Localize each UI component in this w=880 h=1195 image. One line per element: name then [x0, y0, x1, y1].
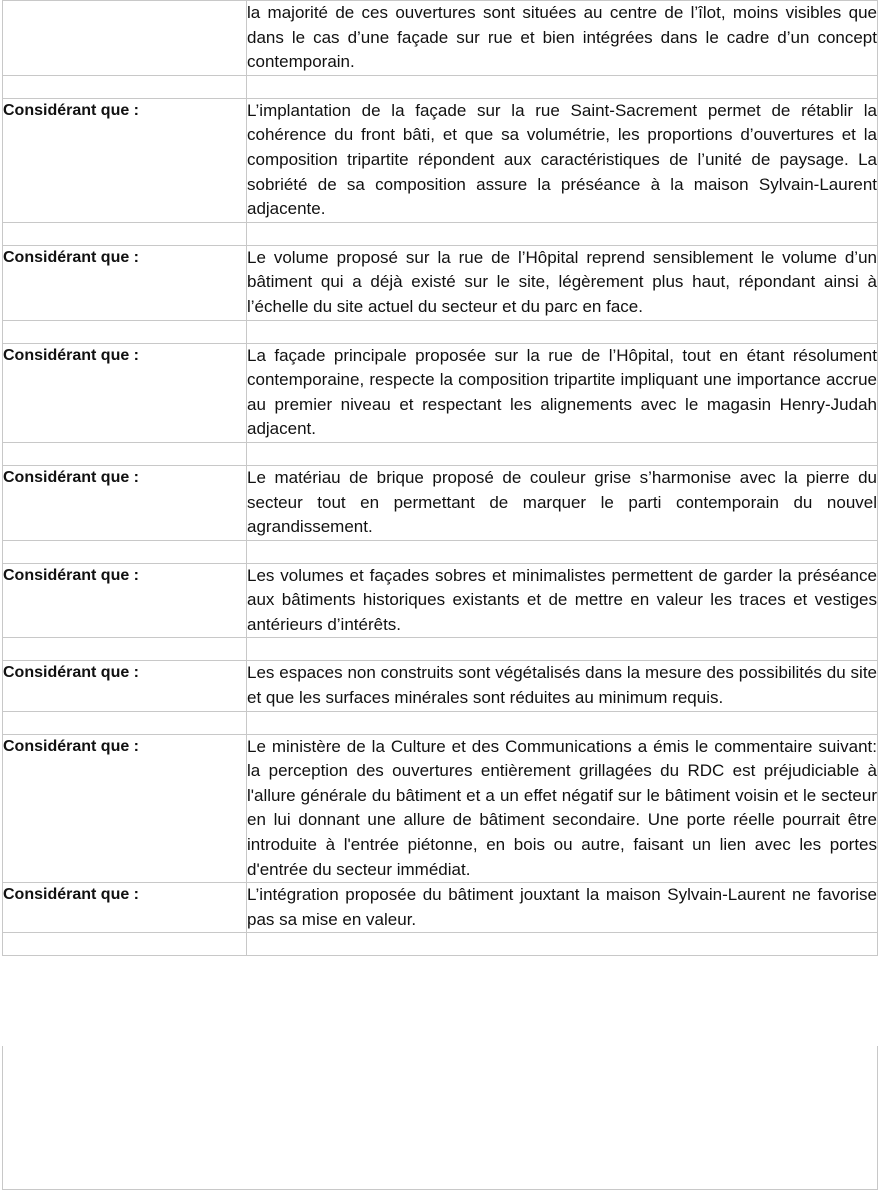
row-label — [3, 1, 247, 76]
row-text: La façade principale proposée sur la rue de l’Hôpital, tout en étant résolument contemporaine, respecte la composition tripartite impliquant une importance accrue au premier niveau et respectant les alignements avec le magasin Henry-Judah adjacent. — [247, 343, 878, 442]
considerations-table — [2, 0, 878, 956]
row-label: Considérant que : — [3, 883, 247, 933]
spacer-row — [3, 442, 878, 465]
table-row — [3, 343, 878, 442]
row-label: Considérant que : — [3, 98, 247, 222]
row-label: Considérant que : — [3, 343, 247, 442]
row-label: Considérant que : — [3, 734, 247, 883]
row-text: Le matériau de brique proposé de couleur grise s’harmonise avec la pierre du secteur tout en permettant de marquer le parti contemporain du nouvel agrandissement. — [247, 465, 878, 540]
spacer-row — [3, 222, 878, 245]
table-row — [3, 465, 878, 540]
table-row — [3, 563, 878, 638]
spacer-row — [3, 75, 878, 98]
row-label: Considérant que : — [3, 661, 247, 711]
row-text: L’intégration proposée du bâtiment jouxtant la maison Sylvain-Laurent ne favorise pas sa mise en valeur. — [247, 883, 878, 933]
spacer-row — [3, 711, 878, 734]
row-label: Considérant que : — [3, 465, 247, 540]
empty-table-area — [2, 1046, 878, 1190]
row-text: Le volume proposé sur la rue de l’Hôpital reprend sensiblement le volume d’un bâtiment qui a déjà existé sur le site, légèrement plus haut, répondant ainsi à l’échelle du site actuel du secteur et du parc en face. — [247, 245, 878, 320]
spacer-row — [3, 320, 878, 343]
table-row — [3, 661, 878, 711]
row-text: Le ministère de la Culture et des Communications a émis le commentaire suivant: la perception des ouvertures entièrement grillagées du RDC est préjudiciable à l'allure générale du bâtiment et a un effet négatif sur le bâtiment voisin et le secteur en lui donnant une allure de bâtiment secondaire. Une porte réelle pourrait être introduite à l'entrée piétonne, en bois ou autre, faisant un lien avec les portes d'entrée du secteur immédiat. — [247, 734, 878, 883]
spacer-row — [3, 638, 878, 661]
spacer-row — [3, 933, 878, 956]
table-row — [3, 98, 878, 222]
row-text: la majorité de ces ouvertures sont situées au centre de l’îlot, moins visibles que dans le cas d’une façade sur rue et bien intégrées dans le cadre d’un concept contemporain. — [247, 1, 878, 76]
spacer-row — [3, 540, 878, 563]
row-text: Les volumes et façades sobres et minimalistes permettent de garder la préséance aux bâtiments historiques existants et de mettre en valeur les traces et vestiges antérieurs d’intérêts. — [247, 563, 878, 638]
row-label: Considérant que : — [3, 563, 247, 638]
table-row — [3, 883, 878, 933]
row-label: Considérant que : — [3, 245, 247, 320]
row-text: Les espaces non construits sont végétalisés dans la mesure des possibilités du site et que les surfaces minérales sont réduites au minimum requis. — [247, 661, 878, 711]
table-row — [3, 1, 878, 76]
table-row — [3, 245, 878, 320]
row-text: L’implantation de la façade sur la rue Saint-Sacrement permet de rétablir la cohérence du front bâti, et que sa volumétrie, les proportions d’ouvertures et la composition tripartite répondent aux caractéristiques de l’unité de paysage. La sobriété de sa composition assure la préséance à la maison Sylvain-Laurent adjacente. — [247, 98, 878, 222]
table-row — [3, 734, 878, 883]
